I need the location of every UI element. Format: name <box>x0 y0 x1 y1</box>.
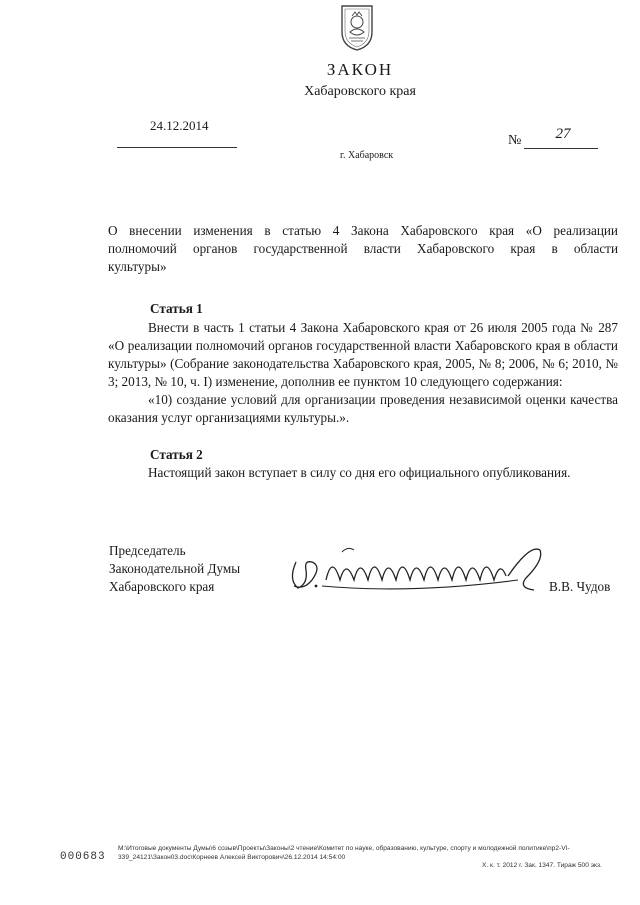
date-underline <box>117 147 237 148</box>
article-1-body <box>108 319 618 427</box>
footer-print-info: Х. к. т. 2012 г. Зак. 1347. Тираж 500 экз. <box>482 862 602 869</box>
document-date: 24.12.2014 <box>150 118 209 133</box>
article-2-paragraph-1: Настоящий закон вступает в силу со дня его официального опубликования. <box>148 465 571 480</box>
subject-line-2: полномочий органов государственной власти Хабаровского края в области <box>108 241 618 256</box>
article-2-body <box>108 464 618 482</box>
footer-path-line-1: M:\Итоговые документы Думы\6 созыв\Проекты\Законы\2 чтение\Комитет по науке, образованию, культуре, спорту и молодежной политике\пр2-VI- <box>118 845 570 852</box>
subject-line-1: О внесении изменения в статью 4 Закона Хабаровского края «О реализации <box>108 223 618 238</box>
number-underline <box>524 148 598 149</box>
document-number: 27 <box>555 126 571 142</box>
signatory-title-line-1: Председатель <box>109 543 186 558</box>
signatory-title-line-3: Хабаровского края <box>109 579 215 594</box>
signer-name: В.В. Чудов <box>549 579 611 594</box>
article-2-heading: Статья 2 <box>150 447 203 462</box>
coat-of-arms-icon <box>338 2 376 52</box>
city: г. Хабаровск <box>340 150 394 161</box>
handwritten-signature <box>282 540 552 596</box>
subject-line-3: культуры» <box>108 259 167 274</box>
signatory-title <box>109 542 240 596</box>
footer-registration-stamp: 000683 <box>60 851 106 863</box>
law-subtitle: Хабаровского края <box>304 84 416 99</box>
signatory-title-line-2: Законодательной Думы <box>109 561 241 576</box>
law-subject <box>108 222 618 276</box>
article-1-paragraph-1: Внести в часть 1 статьи 4 Закона Хабаровского края от 26 июля 2005 года № 287 «О реализации полномочий органов государственной власти Хабаровского края в области культуры» (Собрание законодательства Хабаровского края, 2005, № 8; 2006, № 6; 2010, № 3; 2013, № 10, ч. I) изменение, дополнив ее пунктом 10 следующего содержания: <box>108 320 618 389</box>
article-1-heading: Статья 1 <box>150 301 203 316</box>
article-1-paragraph-2: «10) создание условий для организации проведения независимой оценки качества оказания услуг организациями культуры.». <box>108 392 618 425</box>
footer-file-path <box>118 844 628 862</box>
number-label: № <box>508 133 522 148</box>
law-title: ЗАКОН <box>326 60 394 79</box>
footer-path-line-2: 339_24121\Закон03.doc\Корнеев Алексей Викторович\26.12.2014 14:54:00 <box>118 854 346 861</box>
